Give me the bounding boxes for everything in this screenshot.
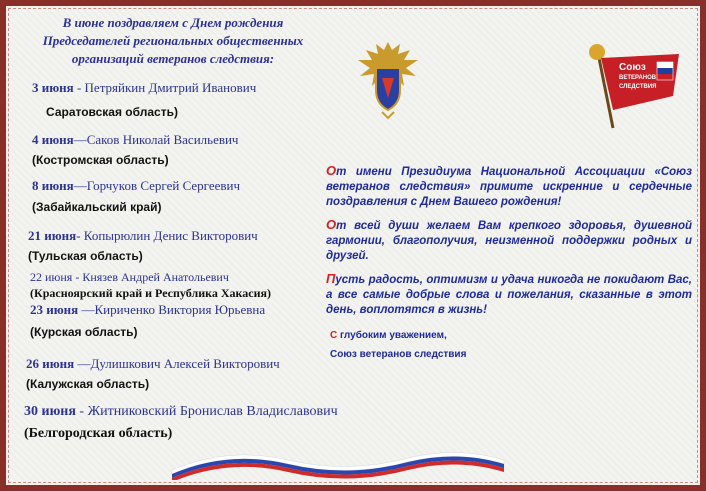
union-logo-text-1: Союз	[619, 62, 646, 73]
heading-line-2: Председателей региональных общественных	[42, 33, 304, 48]
entry-region: (Калужская область)	[26, 377, 150, 391]
entry-region: (Забайкальский край)	[32, 200, 162, 214]
heading-line-3: организаций ветеранов следствия:	[71, 51, 275, 66]
entry-date: 22 июня	[30, 270, 73, 284]
entry-name: Дулишкович Алексей Викторович	[90, 356, 280, 371]
regards-signature	[330, 326, 466, 364]
message-paragraph-3: Пусть радость, оптимизм и удача никогда не покидают Вас, а все самые добрые слова и пожелания, сказанные в этот день, воплотятся в жизнь!	[326, 271, 692, 316]
heading	[18, 14, 328, 68]
birthday-entry: 4 июня—Саков Николай Васильевич	[32, 132, 239, 147]
birthday-entry: 21 июня- Копырюлин Денис Викторович	[28, 228, 258, 243]
entry-date: 30 июня	[24, 404, 76, 419]
regards-line-1: С глубоким уважением,	[330, 330, 447, 341]
congratulation-message	[326, 163, 692, 325]
tricolor-ribbon-icon	[168, 440, 508, 480]
entry-name: Кириченко Виктория Юрьевна	[94, 302, 266, 317]
entry-date: 21 июня	[28, 228, 77, 243]
message-paragraph-2: От всей души желаем Вам крепкого здоровья, душевной гармонии, благополучия, неизменной поддержки родных и друзей.	[326, 217, 692, 262]
birthday-entry: 23 июня —Кириченко Виктория Юрьевна	[30, 302, 266, 317]
entry-date: 8 июня	[32, 178, 74, 193]
birthday-entry: 22 июня - Князев Андрей Анатольевич	[30, 270, 229, 284]
entry-region: (Костромская область)	[32, 153, 169, 167]
union-logo-text-2: ВЕТЕРАНОВ	[619, 75, 657, 81]
veterans-union-flag-icon	[583, 44, 683, 130]
entry-name: Саков Николай Васильевич	[86, 132, 239, 147]
entry-date: 26 июня	[26, 356, 75, 371]
entry-region: (Тульская область)	[28, 249, 143, 263]
entry-name: Копырюлин Денис Викторович	[83, 228, 258, 243]
investigative-committee-emblem-icon	[352, 38, 424, 120]
birthday-entry: 8 июня—Горчуков Сергей Сергеевич	[32, 178, 241, 193]
birthday-entry: 3 июня - Петряйкин Дмитрий Иванович	[32, 80, 257, 95]
regards-line-2: Союз ветеранов следствия	[330, 349, 467, 360]
union-logo-text-3: СЛЕДСТВИЯ	[619, 84, 657, 90]
birthday-entry: 26 июня —Дулишкович Алексей Викторович	[26, 356, 280, 371]
entry-date: 3 июня	[32, 80, 74, 95]
entry-name: Житниковский Бронислав Владиславович	[87, 404, 338, 419]
entry-name: Князев Андрей Анатольевич	[82, 270, 229, 284]
entry-region: (Белгородская область)	[24, 426, 173, 441]
entry-region: (Красноярский край и Республика Хакасия)	[30, 286, 271, 300]
entry-date: 4 июня	[32, 132, 74, 147]
heading-line-1: В июне поздравляем с Днем рождения	[62, 15, 284, 30]
entry-date: 23 июня	[30, 302, 79, 317]
entry-region: Саратовская область)	[46, 105, 178, 119]
entry-region: (Курская область)	[30, 325, 138, 339]
entry-name: Петряйкин Дмитрий Иванович	[84, 80, 257, 95]
entry-name: Горчуков Сергей Сергеевич	[86, 178, 241, 193]
message-paragraph-1: От имени Президиума Национальной Ассоциации «Союз ветеранов следствия» примите искренние и сердечные поздравления с Днем Вашего рождения!	[326, 163, 692, 208]
birthday-entry: 30 июня - Житниковский Бронислав Владиславович	[24, 404, 338, 419]
